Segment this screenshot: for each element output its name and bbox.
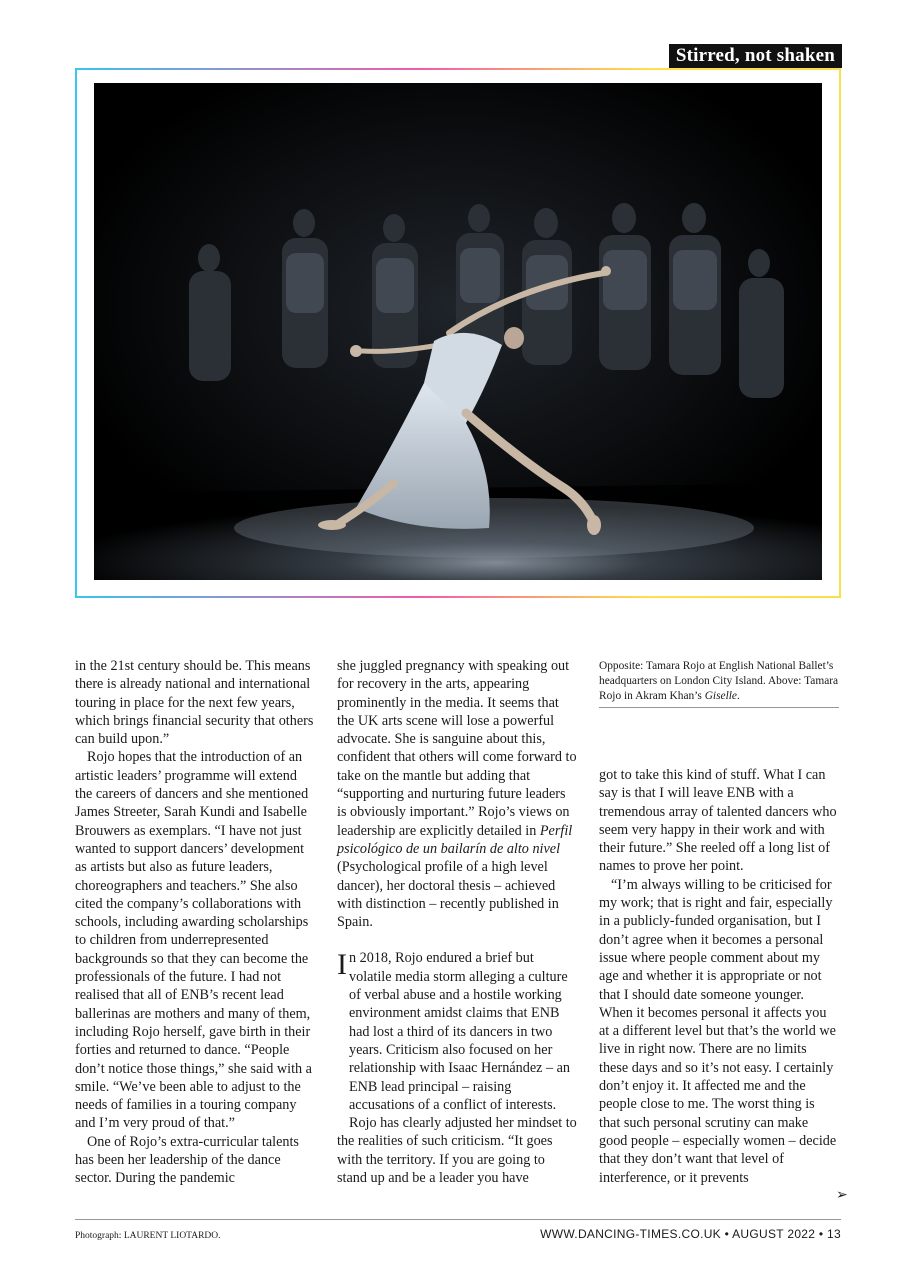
paragraph: One of Rojo’s extra-curricular talents has been her leadership of the dance sector. During the pandemic (75, 1133, 299, 1187)
caption-line-2: Above: Tamara Rojo in Akram Khan’s Giselle. (599, 675, 839, 702)
drop-cap: I (337, 948, 347, 982)
paragraph: I n 2018, Rojo endured a brief but volatile media storm alleging a culture of verbal abuse and a hostile working environment amidst claims that ENB had lost a third of its dancers in two years. Criticism also focused on her relationship with Isaac Hernández – an ENB lead principal – raising accusations of a conflict of interests. (337, 948, 571, 1113)
paragraph: Rojo has clearly adjusted her mindset to the realities of such criticism. “It goes with the territory. If you are going to stand up and be a leader you have (337, 1115, 577, 1187)
folio: WWW.DANCING-TIMES.CO.UK • AUGUST 2022 • 13 (540, 1227, 841, 1241)
paragraph: got to take this kind of stuff. What I can say is that I will leave ENB with a tremendous array of talented dancers who seem very happy in their work and with their future.” She reeled off a long list of names to prove her point. (599, 767, 837, 875)
article-column-3 (599, 766, 839, 1187)
footer-divider (75, 1219, 841, 1220)
paragraph: in the 21st century should be. This means there is already national and international touring in place for the next few years, which brings financial security that others can build upon.” (75, 658, 314, 748)
photo-credit: Photograph: LAURENT LIOTARDO. (75, 1231, 221, 1241)
site-url: WWW.DANCING-TIMES.CO.UK (540, 1227, 721, 1241)
article-column-1 (75, 657, 315, 1188)
paragraph: “I’m always willing to be criticised for my work; that is right and fair, especially in a publicly-funded organisation, but I don’t agree when it becomes a personal issue where people comment about my age and whether it is appropriate or not that I should date someone younger. When it becomes personal it affects you at a different level but that’s the world we live in right now. There are no limits these days and so it’s not easy. I certainly don’t enjoy it. It affected me and the people close to me. The worst thing is that such personal scrutiny can make good people – especially women – decide that they don’t want that level of interference, or it prevents (599, 876, 837, 1186)
caption-title: Giselle (704, 690, 737, 702)
page-number: 13 (827, 1227, 841, 1241)
dance-photo (94, 83, 822, 580)
thesis-title: Perfil psicológico de un bailarín de alto nivel (337, 822, 573, 857)
paragraph: Rojo hopes that the introduction of an artistic leaders’ programme will extend the careers of dancers and she mentioned James Streeter, Sarah Kundi and Isabelle Brouwers as exemplars. “I have not just wanted to support dancers’ development as artists but also as future leaders, choreographers and teachers.” She also cited the company’s collaborations with schools, including awarding scholarships to children from underrepresented backgrounds so that they can become the professionals of the future. I had not realised that all of ENB’s recent lead ballerinas are mothers and many of them, including Rojo herself, gave birth in their forties and returned to dance. “People don’t notice those things,” she said with a smile. “We’ve been able to adjust to the needs of families in a touring company and I’m very proud of that.” (75, 749, 312, 1132)
continue-arrow-icon: ➢ (836, 1188, 848, 1203)
paragraph: she juggled pregnancy with speaking out for recovery in the arts, appearing prominently in the media. It seems that the UK arts scene will lose a powerful advocate. She is sanguine about this, confident that others will come forward to take on the mantle but adding that “supporting and nurturing future leaders is obviously important.” Rojo’s views on leadership are explicitly detailed in Perfil psicológico de un bailarín de alto nivel (Psychological profile of a high level dancer), her doctoral thesis – achieved with distinction – recently published in Spain. (337, 658, 577, 931)
photo-caption (599, 659, 839, 708)
section-title: Stirred, not shaken (669, 44, 842, 68)
article-column-2 (337, 657, 577, 1187)
caption-line-1: Opposite: Tamara Rojo at English National Ballet’s headquarters on London City Island. (599, 660, 834, 687)
issue-date: AUGUST 2022 (732, 1227, 816, 1241)
